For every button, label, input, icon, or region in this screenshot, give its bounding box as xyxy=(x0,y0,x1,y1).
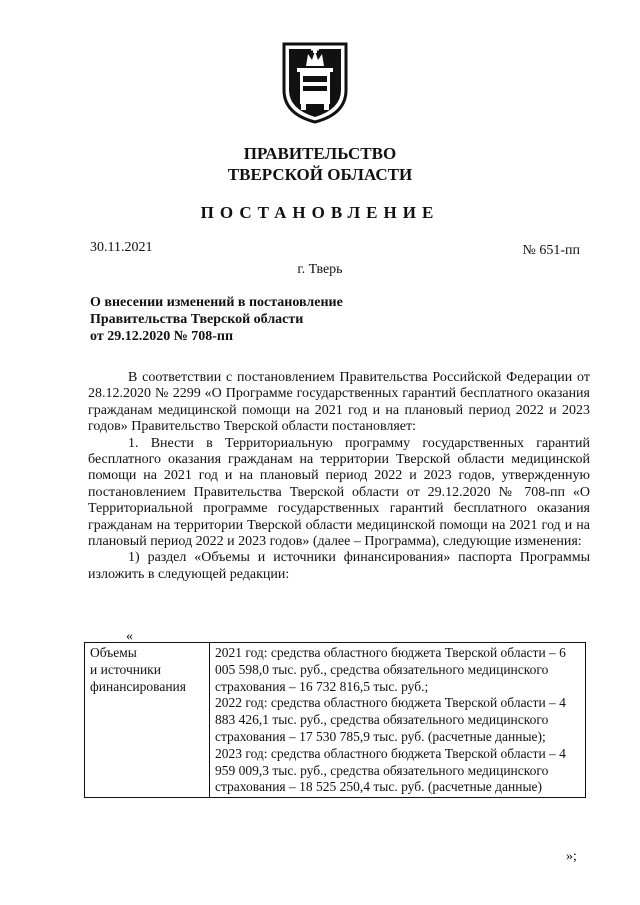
label-line2: и источники xyxy=(90,661,161,677)
paragraph-preamble: В соответствии с постановлением Правительства Российской Федерации от 28.12.2020 № 2299 «О Программе государственных гарантий бесплатного оказания гражданам медицинской помощи на 2021 год и на плановый период 2022 и 2023 годов» Правительство Тверской области постановляет: xyxy=(88,370,590,435)
government-name-line1: ПРАВИТЕЛЬСТВО xyxy=(243,144,397,163)
funding-label-cell xyxy=(85,643,210,798)
subject-line2: Правительства Тверской области xyxy=(90,312,304,327)
paragraph-subitem-1: 1) раздел «Объемы и источники финансирования» паспорта Программы изложить в следующей редакции: xyxy=(88,550,590,582)
subject-line3: от 29.12.2020 № 708-пп xyxy=(90,329,234,344)
document-type: ПОСТАНОВЛЕНИЕ xyxy=(200,203,440,222)
label-line1: Объемы xyxy=(90,645,137,660)
funding-table xyxy=(84,642,586,798)
government-name xyxy=(0,143,640,185)
table-row xyxy=(85,643,586,798)
label-line3: финансирования xyxy=(90,678,186,694)
funding-2022: 2022 год: средства областного бюджета Тверской области – 4 883 426,1 тыс. руб., средства обязательного медицинского страхования – 17 530 785,9 тыс. руб. (расчетные данные); xyxy=(215,695,566,744)
tver-coat-of-arms-icon xyxy=(280,40,350,124)
document-city: г. Тверь xyxy=(297,262,343,277)
funding-2023: 2023 год: средства областного бюджета Тверской области – 4 959 009,3 тыс. руб., средства обязательного медицинского страхования – 18 525 250,4 тыс. руб. (расчетные данные) xyxy=(215,745,566,795)
document-number: № 651-пп xyxy=(522,243,580,258)
document-body xyxy=(88,370,590,583)
paragraph-item-1: 1. Внести в Территориальную программу государственных гарантий бесплатного оказания гражданам на территории Тверской области медицинской помощи на 2021 год и на плановый период 2022 и 2023 годов, утвержденную постановлением Правительства Тверской области от 29.12.2020 № 708-пп «О Территориальной программе государственных гарантий бесплатного оказания гражданам на территории Тверской области медицинской помощи на 2021 год и на плановый период 2022 и 2023 годов» (далее – Программа), следующие изменения: xyxy=(88,435,590,550)
funding-2021: 2021 год: средства областного бюджета Тверской области – 6 005 598,0 тыс. руб., средства обязательного медицинского страхования – 16 732 816,5 тыс. руб.; xyxy=(215,645,566,694)
government-name-line2: ТВЕРСКОЙ ОБЛАСТИ xyxy=(227,165,413,184)
funding-values-cell xyxy=(210,643,586,798)
document-date: 30.11.2021 xyxy=(90,240,153,255)
quote-open-mark: « xyxy=(126,629,133,644)
quote-close-mark: »; xyxy=(566,849,577,864)
subject-line1: О внесении изменений в постановление xyxy=(90,295,343,310)
document-subject xyxy=(90,294,343,345)
